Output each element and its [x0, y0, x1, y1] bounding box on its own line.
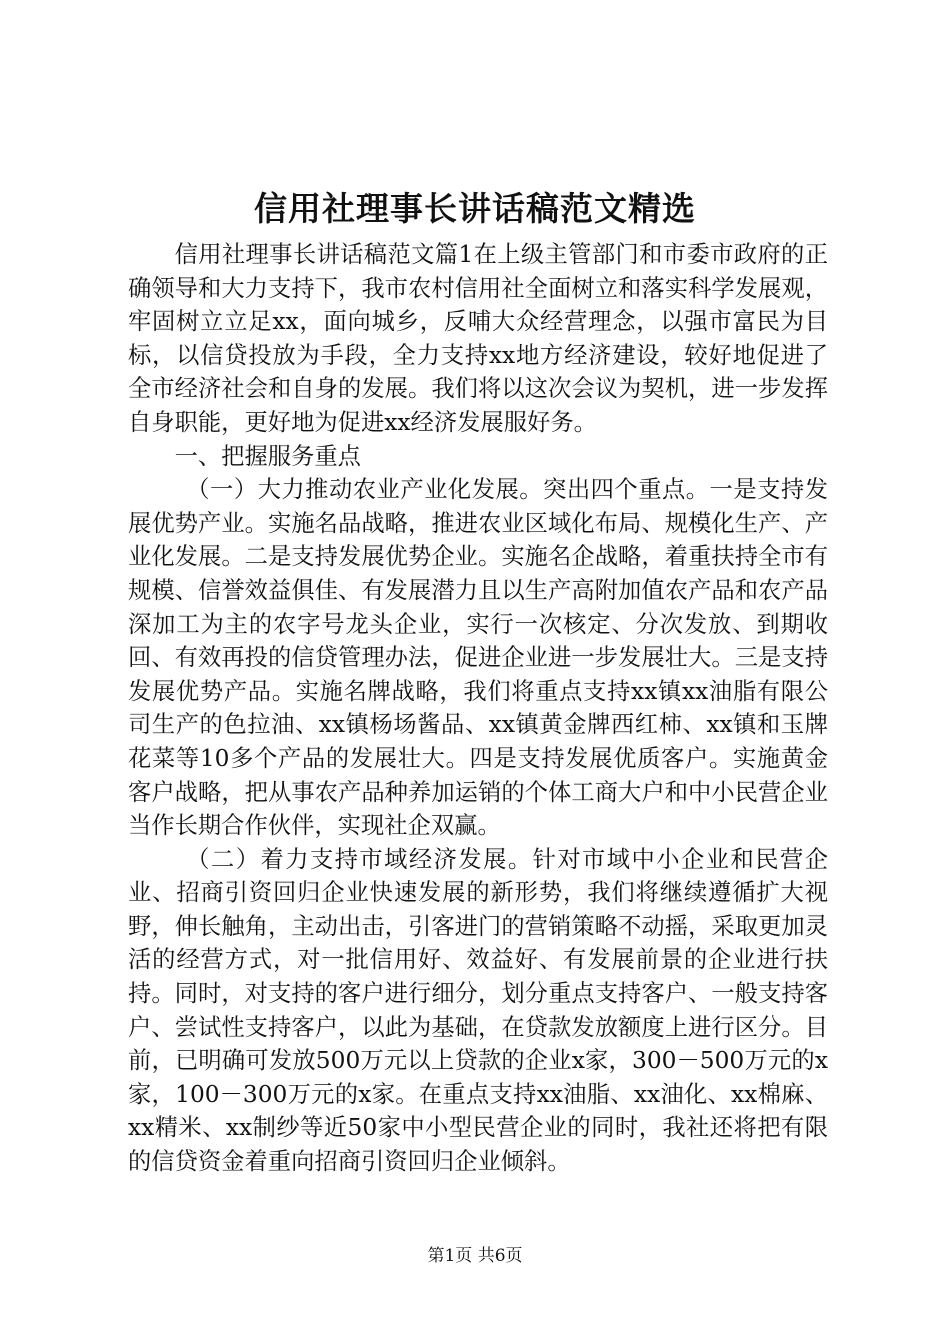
section-heading: 一、把握服务重点 [174, 442, 361, 470]
document-title: 信用社理事长讲话稿范文精选 [254, 189, 696, 228]
paragraph-agriculture: （一）大力推动农业产业化发展。突出四个重点。一是支持发展优势产业。实施名品战略，推进农业区域化布局、规模化生产、产业化发展。二是支持发展优势企业。实施名企战略，着重扶持全市有规模、信誉效益俱佳、有发展潜力且以生产高附加值农产品和农产品深加工为主的农字号龙头企业，实行一次核定、分次发放、到期收回、有效再投的信贷管理办法，促进企业进一步发展壮大。三是支持发展优势产品。实施名牌战略，我们将重点支持xx镇xx油脂有限公司生产的色拉油、xx镇杨场酱品、xx镇黄金牌西红柿、xx镇和玉牌花菜等10多个产品的发展壮大。四是支持发展优质客户。实施黄金客户战略，把从事农产品种养加运销的个体工商大户和中小民营企业当作长期合作伙伴，实现社企双赢。 [128, 476, 828, 840]
paragraph-regional-economy: （二）着力支持市域经济发展。针对市域中小企业和民营企业、招商引资回归企业快速发展的新形势，我们将继续遵循扩大视野，伸长触角，主动出击，引客进门的营销策略不动摇，采取更加灵活的经营方式，对一批信用好、效益好、有发展前景的企业进行扶持。同时，对支持的客户进行细分，划分重点支持客户、一般支持客户、尝试性支持客户，以此为基础，在贷款发放额度上进行区分。目前，已明确可发放500万元以上贷款的企业x家，300－500万元的x家，100－300万元的x家。在重点支持xx油脂、xx油化、xx棉麻、xx精米、xx制纱等近50家中小型民营企业的同时，我社还将把有限的信贷资金着重向招商引资回归企业倾斜。 [128, 845, 828, 1176]
document-body [128, 238, 828, 1179]
paragraph-intro: 信用社理事长讲话稿范文篇1在上级主管部门和市委市政府的正确领导和大力支持下，我市农村信用社全面树立和落实科学发展观，牢固树立立足xx，面向城乡，反哺大众经营理念，以强市富民为目标，以信贷投放为手段，全力支持xx地方经济建设，较好地促进了全市经济社会和自身的发展。我们将以这次会议为契机，进一步发挥自身职能，更好地为促进xx经济发展服好务。 [128, 241, 828, 436]
page-number: 第1页 共6页 [427, 1246, 523, 1266]
